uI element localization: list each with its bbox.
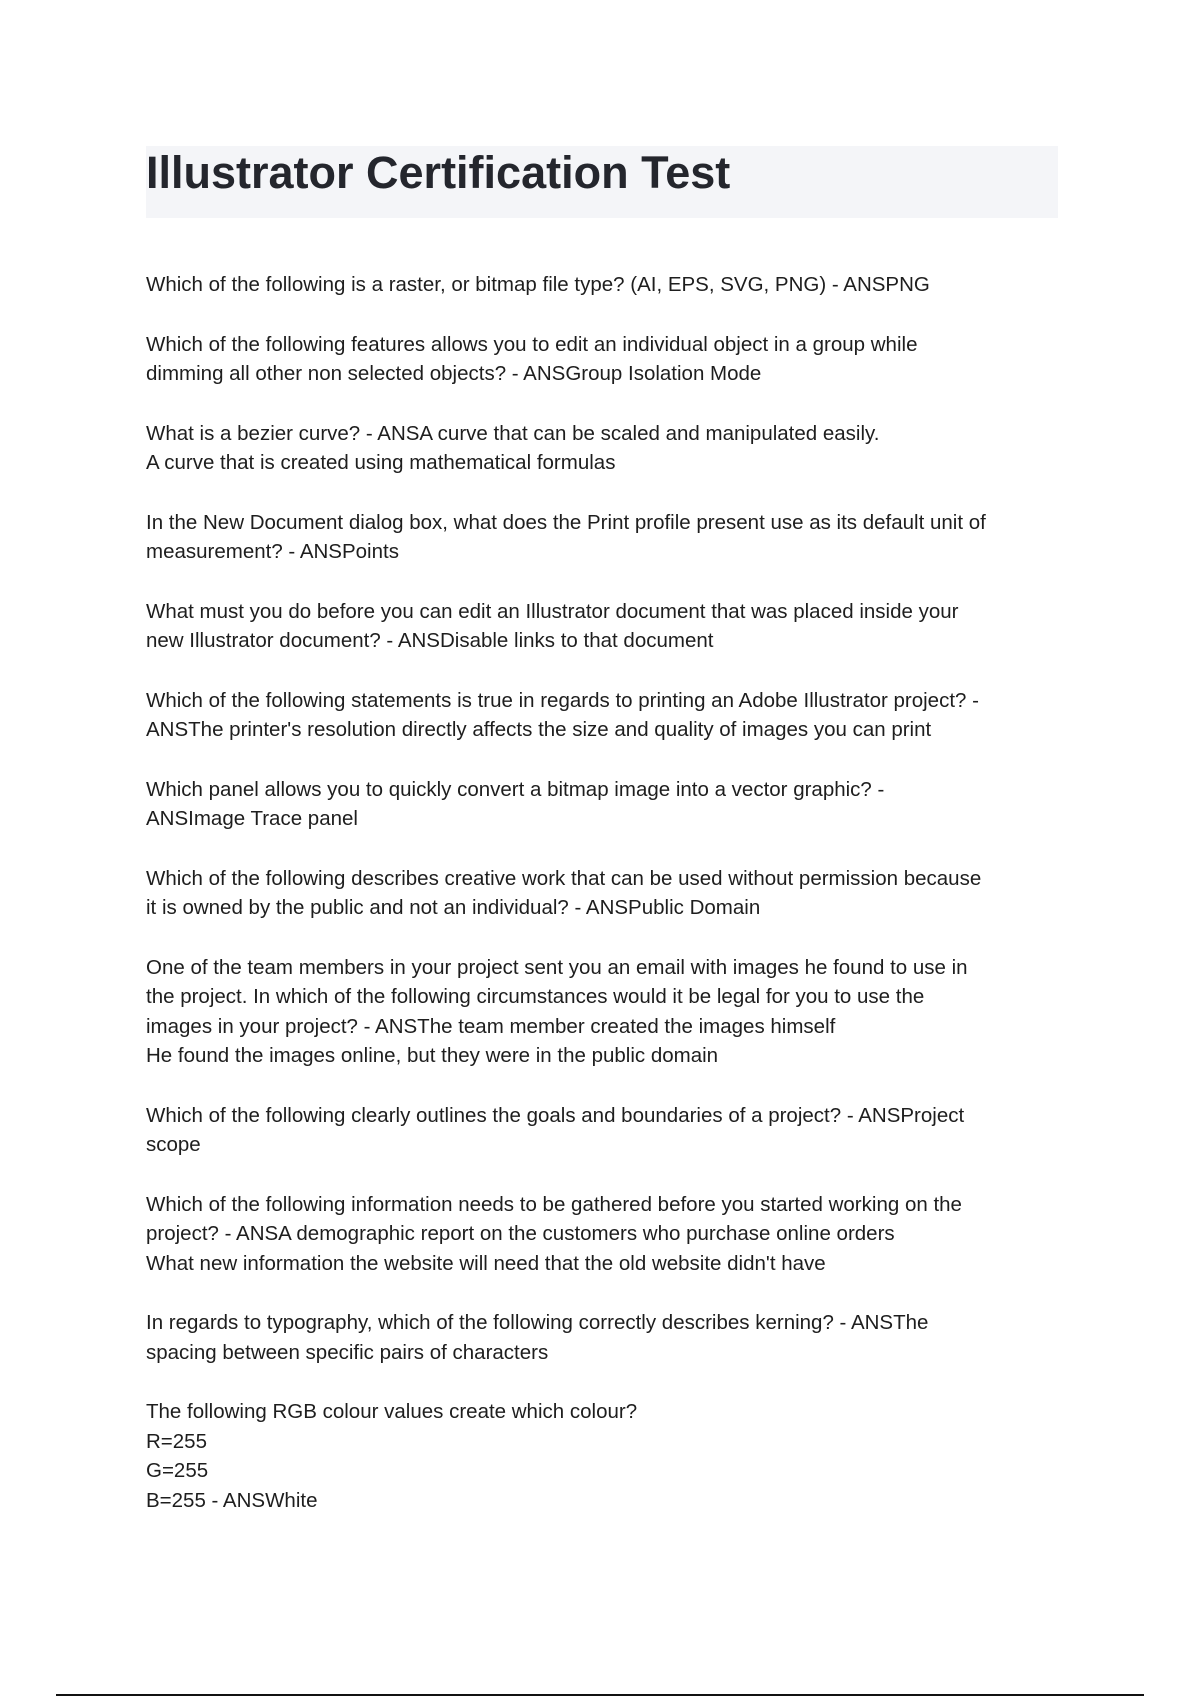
qa-entry [146, 775, 1066, 834]
qa-line: In regards to typography, which of the following correctly describes kerning? - ANSThe [146, 1311, 929, 1334]
qa-line: Which of the following clearly outlines the goals and boundaries of a project? - ANSProject [146, 1103, 965, 1127]
qa-entry [146, 1101, 1066, 1160]
qa-line: images in your project? - ANSThe team member created the images himself [146, 1014, 836, 1038]
qa-line: scope [146, 1133, 201, 1156]
qa-line: Which of the following statements is true in regards to printing an Adobe Illustrator project? - [146, 688, 979, 712]
qa-entry [146, 270, 1066, 300]
qa-line: Which panel allows you to quickly convert a bitmap image into a vector graphic? - [146, 777, 885, 801]
qa-line: Which of the following is a raster, or bitmap file type? (AI, EPS, SVG, PNG) - ANSPNG [146, 273, 930, 296]
qa-line: ANSThe printer's resolution directly affects the size and quality of images you can print [146, 718, 932, 741]
qa-entry [146, 508, 1066, 567]
qa-line: ANSImage Trace panel [146, 807, 358, 830]
qa-line: new Illustrator document? - ANSDisable links to that document [146, 629, 714, 652]
qa-line: Which of the following describes creative work that can be used without permission because [146, 866, 982, 890]
qa-entry [146, 686, 1066, 745]
qa-entry [146, 1190, 1066, 1279]
page-title: Illustrator Certification Test [146, 147, 731, 198]
footer-divider [56, 1694, 1144, 1696]
qa-line: What must you do before you can edit an Illustrator document that was placed inside your [146, 599, 959, 623]
qa-entry [146, 1397, 1066, 1515]
qa-line: R=255 [146, 1429, 207, 1453]
qa-entry [146, 597, 1066, 656]
qa-line: measurement? - ANSPoints [146, 540, 399, 563]
qa-line: Which of the following information needs to be gathered before you started working on the [146, 1192, 962, 1216]
qa-line: One of the team members in your project sent you an email with images he found to use in [146, 955, 968, 979]
qa-line: spacing between specific pairs of characters [146, 1340, 549, 1364]
qa-line: What is a bezier curve? - ANSA curve that can be scaled and manipulated easily. [146, 421, 880, 445]
qa-line: project? - ANSA demographic report on the customers who purchase online orders [146, 1222, 895, 1245]
qa-line: it is owned by the public and not an individual? - ANSPublic Domain [146, 896, 761, 919]
qa-line: B=255 - ANSWhite [146, 1488, 318, 1512]
qa-entry [146, 953, 1066, 1071]
qa-line: In the New Document dialog box, what does the Print profile present use as its default unit of [146, 510, 986, 534]
qa-line: G=255 [146, 1459, 209, 1482]
qa-line: dimming all other non selected objects? - ANSGroup Isolation Mode [146, 362, 762, 385]
qa-line: the project. In which of the following circumstances would it be legal for you to use the [146, 985, 925, 1008]
qa-entry [146, 1308, 1066, 1367]
qa-line: He found the images online, but they were in the public domain [146, 1044, 719, 1067]
qa-entry [146, 330, 1066, 389]
question-answer-list [146, 270, 1066, 1545]
qa-entry [146, 419, 1066, 478]
qa-entry [146, 864, 1066, 923]
qa-line: Which of the following features allows you to edit an individual object in a group while [146, 332, 918, 356]
qa-line: A curve that is created using mathematical formulas [146, 451, 616, 474]
qa-line: The following RGB colour values create which colour? [146, 1400, 638, 1423]
qa-line: What new information the website will need that the old website didn't have [146, 1251, 826, 1275]
